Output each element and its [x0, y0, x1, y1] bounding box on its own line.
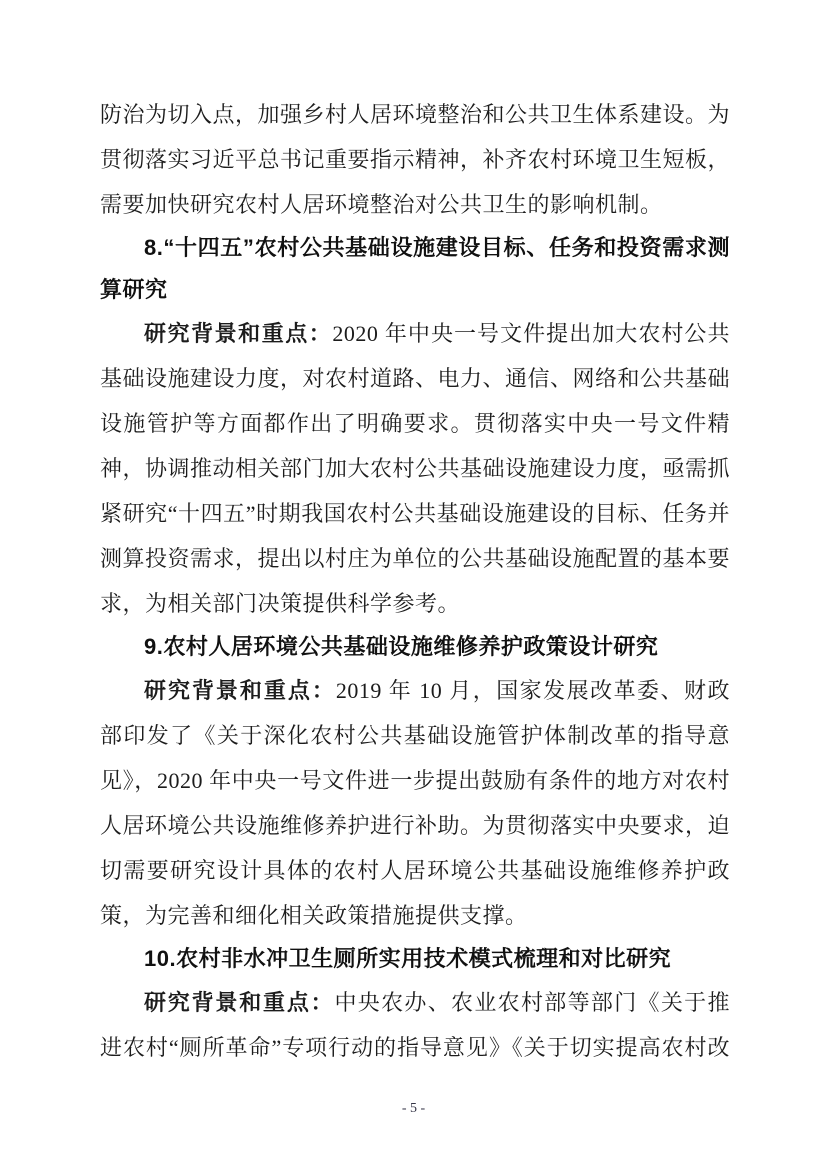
section-lead-9: 研究背景和重点：: [144, 678, 336, 703]
page-number: - 5 -: [401, 1101, 426, 1116]
section-lead-8: 研究背景和重点：: [144, 321, 333, 346]
section-lead-10: 研究背景和重点：: [144, 990, 335, 1015]
section-body-8: 2020 年中央一号文件提出加大农村公共基础设施建设力度，对农村道路、电力、通信、网络和公共基础设施管护等方面都作出了明确要求。贯彻落实中央一号文件精神，协调推动相关部门加大农村公共基础设施建设力度，亟需抓紧研究“十四五”时期我国农村公共基础设施建设的目标、任务并测算投资需求，提出以村庄为单位的公共基础设施配置的基本要求，为相关部门决策提供科学参考。: [100, 321, 731, 616]
section-paragraph-10: [100, 980, 730, 1070]
section-body-9: 2019 年 10 月，国家发展改革委、财政部印发了《关于深化农村公共基础设施管护体制改革的指导意见》，2020 年中央一号文件进一步提出鼓励有条件的地方对农村人居环境公共设施维修养护进行补助。为贯彻落实中央要求，迫切需要研究设计具体的农村人居环境公共基础设施维修养护政策，为完善和细化相关政策措施提供支撑。: [100, 678, 731, 928]
section-paragraph-8: [100, 311, 730, 626]
section-heading-10: 10.农村非水冲卫生厕所实用技术模式梳理和对比研究: [144, 946, 672, 971]
intro-paragraph: 防治为切入点，加强乡村人居环境整治和公共卫生体系建设。为贯彻落实习近平总书记重要指示精神，补齐农村环境卫生短板，需要加快研究农村人居环境整治对公共卫生的影响机制。: [100, 102, 731, 217]
section-body-10: 中央农办、农业农村部等部门《关于推进农村“厕所革命”专项行动的指导意见》《关于切实提高农村改: [100, 990, 730, 1060]
section-heading-8: 8.“十四五”农村公共基础设施建设目标、任务和投资需求测算研究: [100, 235, 730, 302]
section-heading-9: 9.农村人居环境公共基础设施维修养护政策设计研究: [144, 634, 659, 659]
section-paragraph-9: [100, 668, 730, 938]
document-content: [100, 92, 730, 1070]
